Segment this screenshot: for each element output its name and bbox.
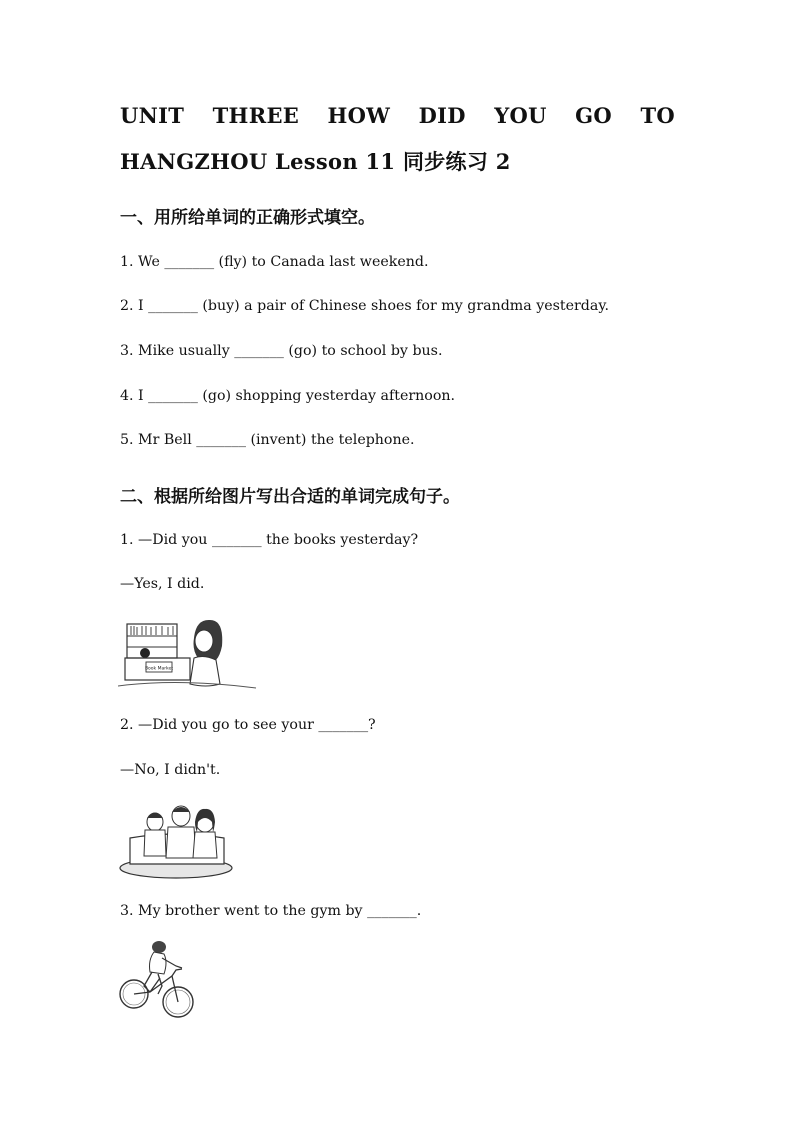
family-on-sofa-illustration (118, 800, 238, 882)
exercise-item-2: 2. I _______ (buy) a pair of Chinese shoes for my grandma yesterday. (120, 298, 609, 314)
exercise-item-1: 1. We _______ (fly) to Canada last weekend. (120, 254, 429, 270)
title-word: TO (640, 103, 675, 128)
girl-at-bookstore-illustration (118, 614, 258, 694)
title-word: UNIT (120, 103, 185, 128)
picture-question-2: 2. —Did you go to see your _______? (120, 717, 376, 733)
page-title-line2: HANGZHOU Lesson 11 同步练习 2 (120, 149, 511, 174)
title-word: DID (418, 103, 466, 128)
picture-answer-2: —No, I didn't. (120, 762, 221, 778)
section1-heading: 一、用所给单词的正确形式填空。 (120, 208, 375, 228)
title-word: YOU (494, 103, 547, 128)
exercise-item-3: 3. Mike usually _______ (go) to school by bus. (120, 343, 443, 359)
page-title-line1 (120, 103, 675, 128)
title-word: GO (575, 103, 612, 128)
shop-sign: Book Market (144, 666, 174, 672)
exercise-item-4: 4. I _______ (go) shopping yesterday afternoon. (120, 388, 456, 404)
picture-answer-1: —Yes, I did. (120, 576, 205, 592)
picture-question-1: 1. —Did you _______ the books yesterday? (120, 532, 419, 548)
cyclist-illustration (118, 936, 198, 1022)
picture-question-3: 3. My brother went to the gym by _______. (120, 903, 422, 919)
section2-heading: 二、根据所给图片写出合适的单词完成句子。 (120, 487, 460, 507)
title-word: THREE (212, 103, 300, 128)
exercise-item-5: 5. Mr Bell _______ (invent) the telephone. (120, 432, 415, 448)
title-word: HOW (327, 103, 391, 128)
